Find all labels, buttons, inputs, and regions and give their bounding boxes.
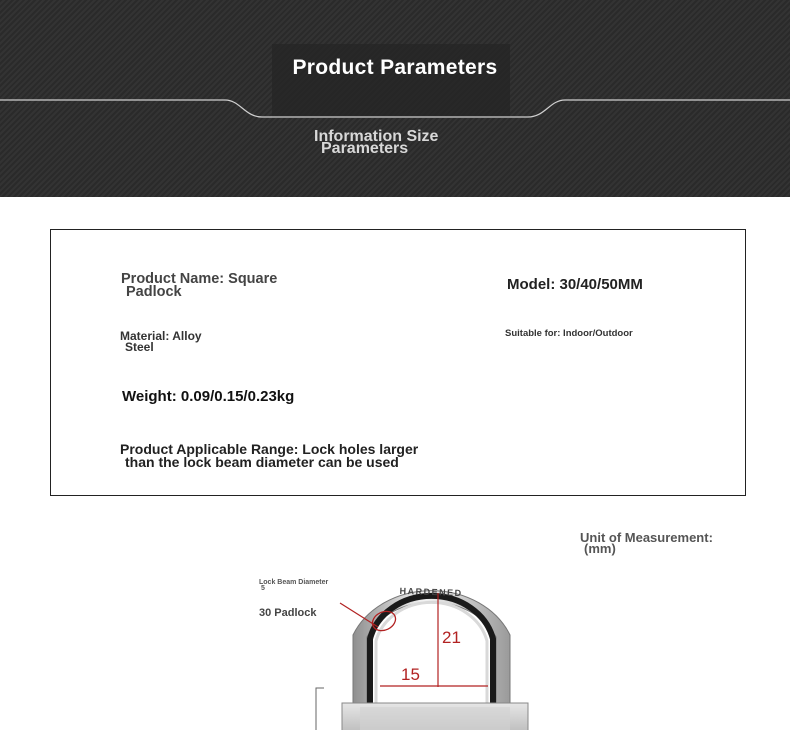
banner-title: Product Parameters bbox=[292, 56, 498, 79]
product-weight: Weight: 0.09/0.15/0.23kg bbox=[122, 388, 295, 405]
banner-subtitle-line1: Information Size bbox=[314, 128, 439, 145]
product-name-line2: Padlock bbox=[126, 284, 182, 300]
padlock-diagram bbox=[300, 555, 560, 730]
product-material-line2: Steel bbox=[125, 340, 154, 354]
product-range-line2: than the lock beam diameter can be used bbox=[125, 454, 399, 470]
product-material-line1: Material: Alloy bbox=[120, 329, 202, 343]
padlock-size-label: 30 Padlock bbox=[259, 607, 317, 619]
shackle-inner-band bbox=[370, 596, 493, 705]
product-material bbox=[120, 331, 202, 353]
parameters-panel bbox=[50, 229, 746, 496]
product-name bbox=[121, 273, 277, 299]
banner-subtitle bbox=[314, 128, 439, 157]
height-bracket bbox=[316, 688, 324, 730]
beam-label-line1: Lock Beam Diameter bbox=[259, 579, 329, 586]
banner-subtitle-line2: Parameters bbox=[321, 140, 409, 157]
product-name-line1: Product Name: Square bbox=[121, 271, 278, 287]
banner-decoration bbox=[0, 0, 790, 197]
product-suitable-for: Suitable for: Indoor/Outdoor bbox=[505, 328, 633, 339]
product-model: Model: 30/40/50MM bbox=[507, 276, 643, 293]
header-banner bbox=[0, 0, 790, 197]
product-applicable-range bbox=[120, 443, 418, 469]
height-dimension: 21 bbox=[442, 628, 461, 647]
unit-of-measurement bbox=[580, 532, 713, 554]
product-range-line1: Product Applicable Range: Lock holes larger bbox=[120, 441, 419, 457]
unit-line1: Unit of Measurement: bbox=[580, 530, 713, 545]
beam-label-line2: 5 bbox=[261, 585, 265, 592]
unit-line2: (mm) bbox=[584, 541, 616, 556]
width-dimension: 15 bbox=[401, 665, 420, 684]
shackle-engraving: HARDENED bbox=[399, 585, 463, 599]
